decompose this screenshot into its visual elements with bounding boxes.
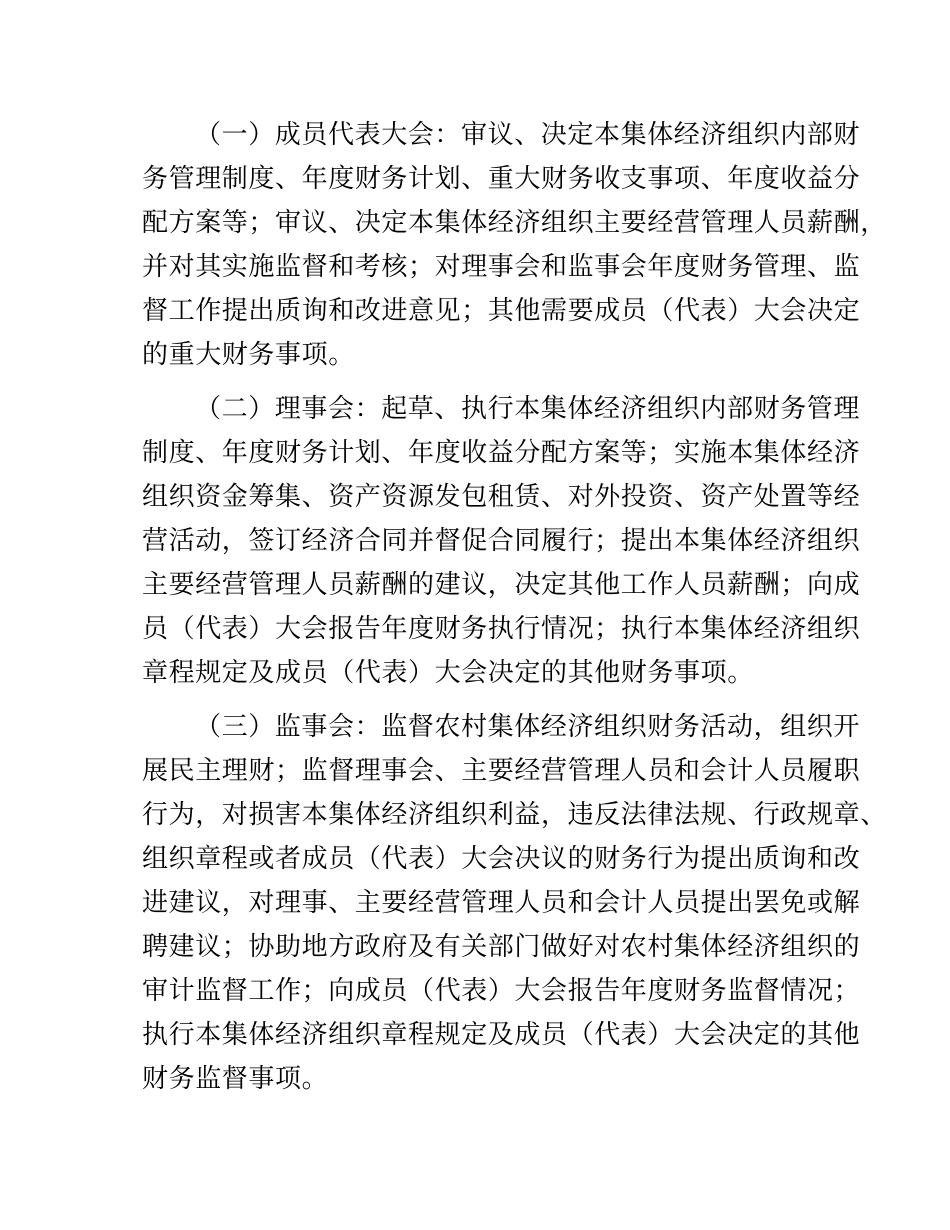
text-line: 务管理制度、年度财务计划、重大财务收支事项、年度收益分 xyxy=(142,164,861,194)
text-line: 督工作提出质询和改进意见；其他需要成员（代表）大会决定 xyxy=(142,296,861,326)
text-line: 进建议，对理事、主要经营管理人员和会计人员提出罢免或解 xyxy=(142,888,861,918)
text-line: 员（代表）大会报告年度财务执行情况；执行本集体经济组织 xyxy=(142,614,861,644)
text-line: 制度、年度财务计划、年度收益分配方案等；实施本集体经济 xyxy=(142,438,861,468)
text-line: 的重大财务事项。 xyxy=(142,340,355,370)
text-line: 展民主理财；监督理事会、主要经营管理人员和会计人员履职 xyxy=(142,756,861,786)
text-line: 配方案等；审议、决定本集体经济组织主要经营管理人员薪酬， xyxy=(142,208,887,238)
document-page xyxy=(142,113,887,1111)
text-line: 行为，对损害本集体经济组织利益，违反法律法规、行政规章、 xyxy=(142,800,887,830)
text-line: 组织章程或者成员（代表）大会决议的财务行为提出质询和改 xyxy=(142,844,861,874)
text-line: 财务监督事项。 xyxy=(142,1064,329,1094)
text-line: 聘建议；协助地方政府及有关部门做好对农村集体经济组织的 xyxy=(142,932,861,962)
paragraph-members-assembly xyxy=(142,113,887,377)
text-line: 并对其实施监督和考核；对理事会和监事会年度财务管理、监 xyxy=(142,252,861,282)
text-line: 营活动，签订经济合同并督促合同履行；提出本集体经济组织 xyxy=(142,526,861,556)
text-line: （一）成员代表大会：审议、决定本集体经济组织内部财 xyxy=(195,120,861,150)
text-line: （三）监事会：监督农村集体经济组织财务活动，组织开 xyxy=(195,712,861,742)
text-line: 执行本集体经济组织章程规定及成员（代表）大会决定的其他 xyxy=(142,1020,861,1050)
paragraph-council xyxy=(142,387,862,695)
text-line: 审计监督工作；向成员（代表）大会报告年度财务监督情况； xyxy=(142,976,861,1006)
text-line: 组织资金筹集、资产资源发包租赁、对外投资、资产处置等经 xyxy=(142,482,861,512)
paragraph-supervisory-board xyxy=(142,705,887,1101)
text-line: 章程规定及成员（代表）大会决定的其他财务事项。 xyxy=(142,658,754,688)
text-line: 主要经营管理人员薪酬的建议，决定其他工作人员薪酬；向成 xyxy=(142,570,861,600)
text-line: （二）理事会：起草、执行本集体经济组织内部财务管理 xyxy=(195,394,861,424)
